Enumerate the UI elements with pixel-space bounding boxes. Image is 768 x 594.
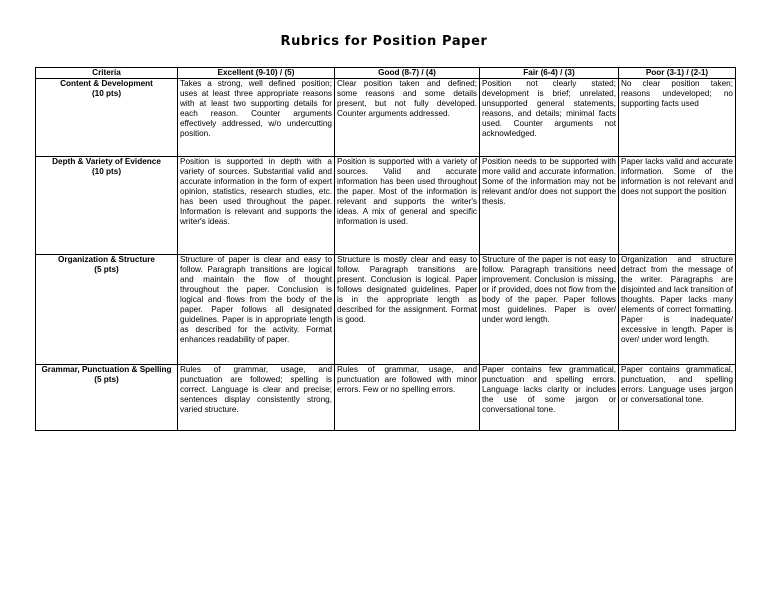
document-title: Rubrics for Position Paper	[280, 34, 488, 49]
excellent-cell: Takes a strong, well defined position; uses at least three appropriate reasons with at least two supporting details for each reason. Counter arguments effectively addressed, w/o undercutting position.	[178, 79, 335, 157]
excellent-cell: Structure of paper is clear and easy to follow. Paragraph transitions are logical and maintain the flow of thought throughout the paper. Conclusion is logical and flows from the body of the paper. Paper follows all designated guidelines. Paper is in appropriate length as described for the activity. Format enhances readability of paper.	[178, 255, 335, 365]
fair-cell: Position not clearly stated; development is brief; unrelated, unsupported general statements, reasons, and details; minimal facts used. Counter arguments not acknowledged.	[480, 79, 619, 157]
fair-cell: Paper contains few grammatical, punctuation and spelling errors. Language lacks clarity or includes the use of some jargon or conversational tone.	[480, 365, 619, 431]
table-row	[36, 365, 736, 431]
criteria-name: Organization & Structure	[58, 255, 155, 264]
header-good: Good (8-7) / (4)	[335, 68, 480, 79]
excellent-cell: Position is supported in depth with a variety of sources. Substantial valid and accurate information in the form of expert opinion, statistics, research studies, etc. has been used throughout the paper. Information is relevant and supports the writer's ideas.	[178, 157, 335, 255]
header-poor: Poor (3-1) / (2-1)	[619, 68, 736, 79]
table-row	[36, 157, 736, 255]
criteria-points: (10 pts)	[91, 89, 122, 98]
criteria-name: Depth & Variety of Evidence	[52, 157, 161, 166]
criteria-cell	[36, 365, 178, 431]
excellent-cell: Rules of grammar, usage, and punctuation are followed; spelling is correct. Language is clear and precise; sentences display consistently strong, varied structure.	[178, 365, 335, 431]
criteria-points: (5 pts)	[94, 375, 119, 384]
poor-cell: Paper lacks valid and accurate information. Some of the information is not relevant and does not support the position	[619, 157, 736, 255]
fair-cell: Structure of the paper is not easy to follow. Paragraph transitions need improvement. Conclusion is missing, or if provided, does not flow from the body of the paper. Paper follows most guidelines. Paper is over/ under word length.	[480, 255, 619, 365]
header-excellent: Excellent (9-10) / (5)	[178, 68, 335, 79]
criteria-cell	[36, 157, 178, 255]
good-cell: Position is supported with a variety of sources. Valid and accurate information has been used throughout the paper. Most of the information is relevant and supports the writer's ideas. A mix of general and specific information is used.	[335, 157, 480, 255]
criteria-name: Content & Development	[60, 79, 153, 88]
poor-cell: Paper contains grammatical, punctuation, and spelling errors. Language uses jargon or conversational tone.	[619, 365, 736, 431]
good-cell: Structure is mostly clear and easy to follow. Paragraph transitions are present. Conclusion is logical. Paper follows designated guidelines. Paper is in the appropriate length as described for the assignment. Format is good.	[335, 255, 480, 365]
poor-cell: No clear position taken; reasons undeveloped; no supporting facts used	[619, 79, 736, 157]
header-criteria: Criteria	[36, 68, 178, 79]
criteria-cell	[36, 255, 178, 365]
header-row	[36, 68, 736, 79]
criteria-points: (10 pts)	[91, 167, 122, 176]
good-cell: Rules of grammar, usage, and punctuation are followed with minor errors. Few or no spelling errors.	[335, 365, 480, 431]
table-row	[36, 255, 736, 365]
criteria-cell	[36, 79, 178, 157]
good-cell: Clear position taken and defined; some reasons and some details present, but not fully developed. Counter arguments addressed.	[335, 79, 480, 157]
criteria-points: (5 pts)	[94, 265, 119, 274]
criteria-name: Grammar, Punctuation & Spelling	[41, 365, 172, 374]
poor-cell: Organization and structure detract from the message of the writer. Paragraphs are disjointed and lack transition of thoughts. Paper lacks many elements of correct formatting. Paper is inadequate/ excessive in length. Paper is over/ under word length.	[619, 255, 736, 365]
header-fair: Fair (6-4) / (3)	[480, 68, 619, 79]
table-row	[36, 79, 736, 157]
fair-cell: Position needs to be supported with more valid and accurate information. Some of the information may not be relevant and/or does not support the thesis.	[480, 157, 619, 255]
rubric-table	[35, 67, 736, 431]
